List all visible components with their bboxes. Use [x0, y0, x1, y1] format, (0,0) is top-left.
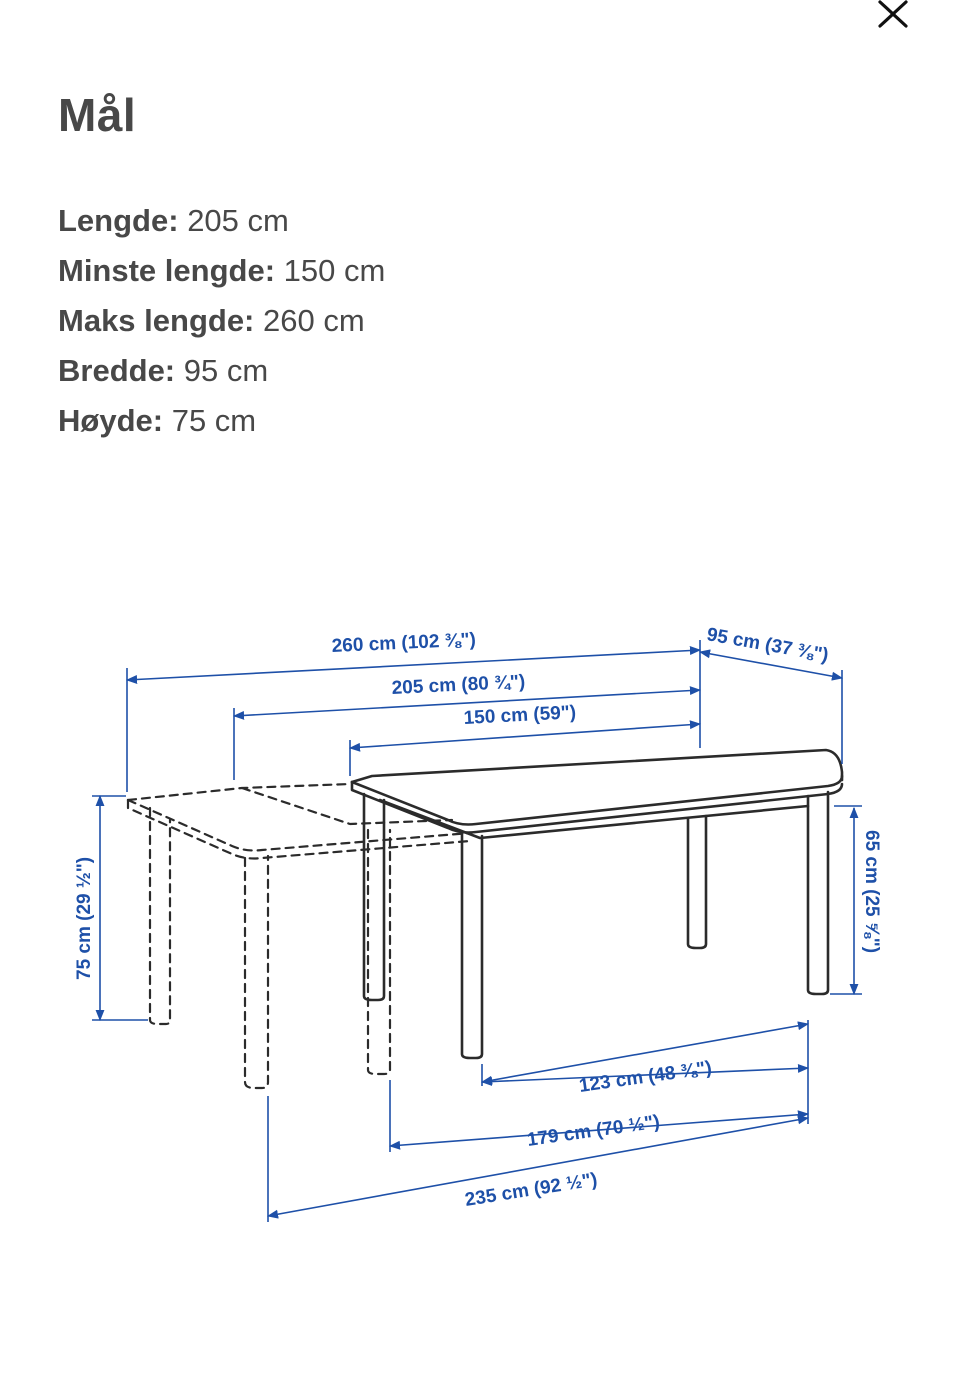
page-title: Mål — [58, 89, 137, 141]
dim-label-min-length: 150 cm (59") — [463, 702, 577, 729]
dim-label-height: 75 cm (29 ½") — [74, 856, 95, 980]
spec-label: Høyde: — [58, 403, 164, 438]
dim-label-leg-span-min: 123 cm (48 ⅜") — [577, 1057, 714, 1097]
spec-label: Bredde: — [58, 353, 176, 388]
dim-label-leg-span-max: 235 cm (92 ½") — [463, 1169, 599, 1211]
close-icon — [868, 0, 920, 30]
dim-label-apron-height: 65 cm (25 ⅝") — [861, 830, 882, 954]
spec-value: 150 cm — [283, 253, 386, 288]
spec-row-min-length — [58, 246, 385, 296]
table-dimension-diagram — [0, 600, 960, 1260]
spec-row-width — [58, 346, 385, 396]
spec-row-max-length — [58, 296, 385, 346]
spec-label: Maks lengde: — [58, 303, 255, 338]
spec-label: Lengde: — [58, 203, 179, 238]
spec-value: 75 cm — [171, 403, 257, 438]
spec-list — [58, 196, 385, 446]
dim-label-length: 205 cm (80 ¾") — [391, 671, 526, 699]
dim-label-width: 95 cm (37 ⅜") — [705, 624, 830, 667]
spec-row-length — [58, 196, 385, 246]
spec-value: 205 cm — [187, 203, 289, 238]
spec-value: 260 cm — [263, 303, 365, 338]
spec-value: 95 cm — [183, 353, 269, 388]
spec-row-height — [58, 396, 385, 446]
spec-label: Minste lengde: — [58, 253, 276, 288]
dim-label-leg-span-mid: 179 cm (70 ½") — [525, 1111, 662, 1151]
close-button[interactable] — [868, 0, 920, 30]
dim-label-max-length: 260 cm (102 ⅜") — [331, 629, 477, 657]
